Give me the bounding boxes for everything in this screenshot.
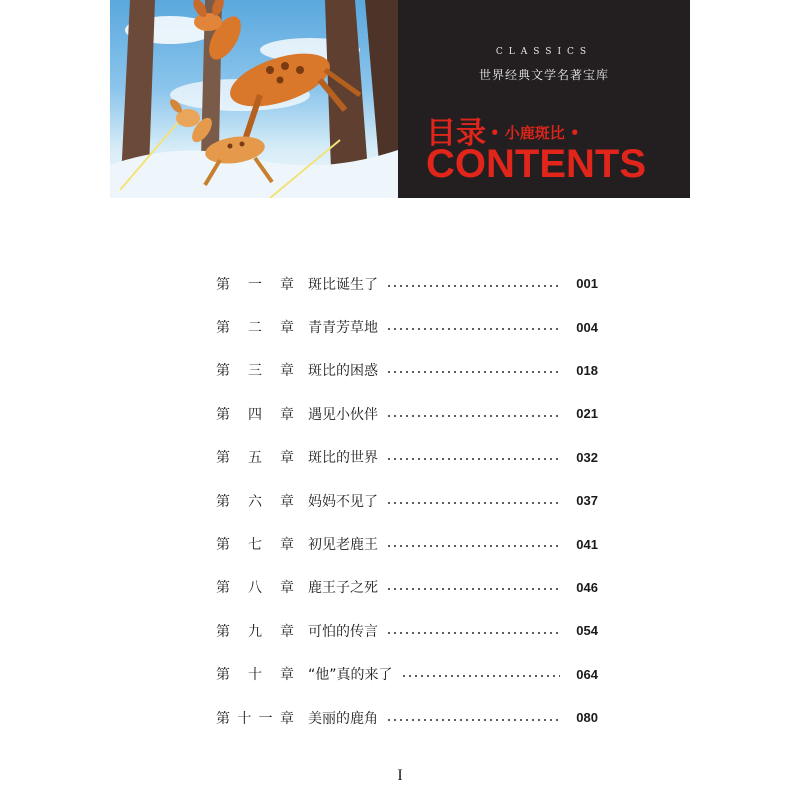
chapter-number-char: 第 — [216, 276, 230, 293]
toc-entry[interactable] — [216, 609, 598, 652]
chapter-title: “他”真的来了 — [308, 667, 393, 684]
chapter-number-char: 五 — [248, 450, 262, 467]
chapter-number-char: 章 — [280, 493, 294, 510]
chapter-number-char: 八 — [248, 580, 262, 597]
chapter-number-char: 章 — [280, 623, 294, 640]
contents-heading-chinese: 目录 — [426, 116, 486, 151]
chapter-number-char: 章 — [280, 667, 294, 684]
toc-entry[interactable] — [216, 479, 598, 522]
page-number: I — [397, 767, 403, 784]
chapter-page-number: 032 — [576, 449, 598, 465]
dot-leader — [386, 545, 560, 547]
chapter-number-char: 第 — [216, 623, 230, 640]
header-banner — [110, 0, 690, 198]
chapter-number — [216, 360, 294, 380]
table-of-contents — [216, 262, 598, 739]
chapter-number-char: 第 — [216, 450, 230, 467]
chapter-title: 斑比的世界 — [308, 450, 378, 467]
chapter-number — [216, 534, 294, 554]
toc-entry[interactable] — [216, 653, 598, 696]
chapter-number-char: 七 — [248, 537, 262, 554]
chapter-title: 可怕的传言 — [308, 623, 378, 640]
chapter-number-char: 九 — [248, 623, 262, 640]
chapter-title: 妈妈不见了 — [308, 493, 378, 510]
chapter-number-char: 章 — [279, 710, 294, 727]
chapter-number-char: 第 — [216, 406, 230, 423]
chapter-number — [216, 577, 294, 597]
chapter-number-char: 章 — [280, 580, 294, 597]
chapter-number — [216, 621, 294, 641]
chapter-number — [216, 708, 294, 728]
toc-entry[interactable] — [216, 305, 598, 348]
chapter-number-char: 三 — [248, 363, 262, 380]
chapter-number-char: 第 — [216, 580, 230, 597]
chapter-number-char: 章 — [280, 320, 294, 337]
dot-leader — [386, 502, 560, 504]
chapter-number-char: 第 — [216, 320, 230, 337]
toc-entry[interactable] — [216, 522, 598, 565]
chapter-title: 遇见小伙伴 — [308, 406, 378, 423]
chapter-number-char: 十 — [248, 667, 262, 684]
toc-entry[interactable] — [216, 696, 598, 739]
dot-leader — [386, 328, 560, 330]
chapter-page-number: 041 — [576, 536, 598, 552]
chapter-number-char: 章 — [280, 450, 294, 467]
chapter-number-char: 章 — [280, 363, 294, 380]
chapter-page-number: 037 — [576, 493, 598, 509]
dot-leader — [386, 285, 560, 287]
contents-heading-english: CONTENTS — [426, 142, 646, 186]
chapter-number-char: 六 — [248, 493, 262, 510]
chapter-page-number: 054 — [576, 623, 598, 639]
series-english: CLASSICS — [495, 47, 593, 57]
chapter-number-char: 第 — [216, 537, 230, 554]
toc-entry[interactable] — [216, 566, 598, 609]
chapter-title: 斑比的困惑 — [308, 363, 378, 380]
toc-entry[interactable] — [216, 262, 598, 305]
chapter-title: 斑比诞生了 — [308, 276, 378, 293]
banner-title-panel — [398, 0, 690, 198]
chapter-number-char: 一 — [258, 710, 273, 727]
chapter-page-number: 080 — [576, 710, 598, 726]
chapter-title: 初见老鹿王 — [308, 537, 378, 554]
dot-leader — [386, 371, 560, 373]
dot-leader — [386, 719, 560, 721]
chapter-title: 美丽的鹿角 — [308, 710, 378, 727]
chapter-number-char: 四 — [248, 406, 262, 423]
chapter-page-number: 001 — [576, 276, 598, 292]
book-title: • 小鹿斑比 • — [490, 124, 580, 142]
dot-leader — [386, 458, 560, 460]
chapter-page-number: 064 — [576, 666, 598, 682]
dot-leader — [401, 675, 560, 677]
chapter-number-char: 第 — [216, 493, 230, 510]
dot-leader — [386, 415, 560, 417]
chapter-number — [216, 317, 294, 337]
chapter-number-char: 章 — [280, 537, 294, 554]
chapter-number-char: 章 — [280, 406, 294, 423]
toc-entry[interactable] — [216, 349, 598, 392]
toc-entry[interactable] — [216, 436, 598, 479]
chapter-number-char: 一 — [248, 276, 262, 293]
dot-leader — [386, 632, 560, 634]
toc-entry[interactable] — [216, 392, 598, 435]
chapter-page-number: 021 — [576, 406, 598, 422]
series-chinese: 世界经典文学名著宝库 — [478, 68, 609, 82]
chapter-number — [216, 491, 294, 511]
chapter-number-char: 章 — [280, 276, 294, 293]
chapter-number-char: 十 — [237, 710, 252, 727]
chapter-number — [216, 664, 294, 684]
chapter-number — [216, 447, 294, 467]
chapter-page-number: 004 — [576, 319, 598, 335]
chapter-title: 鹿王子之死 — [308, 580, 378, 597]
chapter-title: 青青芳草地 — [308, 320, 378, 337]
chapter-number-char: 第 — [216, 710, 230, 727]
deer-illustration — [110, 0, 398, 198]
chapter-number-char: 二 — [248, 320, 262, 337]
chapter-number — [216, 404, 294, 424]
chapter-page-number: 046 — [576, 579, 598, 595]
chapter-number-char: 第 — [216, 363, 230, 380]
chapter-page-number: 018 — [576, 362, 598, 378]
dot-leader — [386, 588, 560, 590]
chapter-number-char: 第 — [216, 667, 230, 684]
chapter-number — [216, 274, 294, 294]
